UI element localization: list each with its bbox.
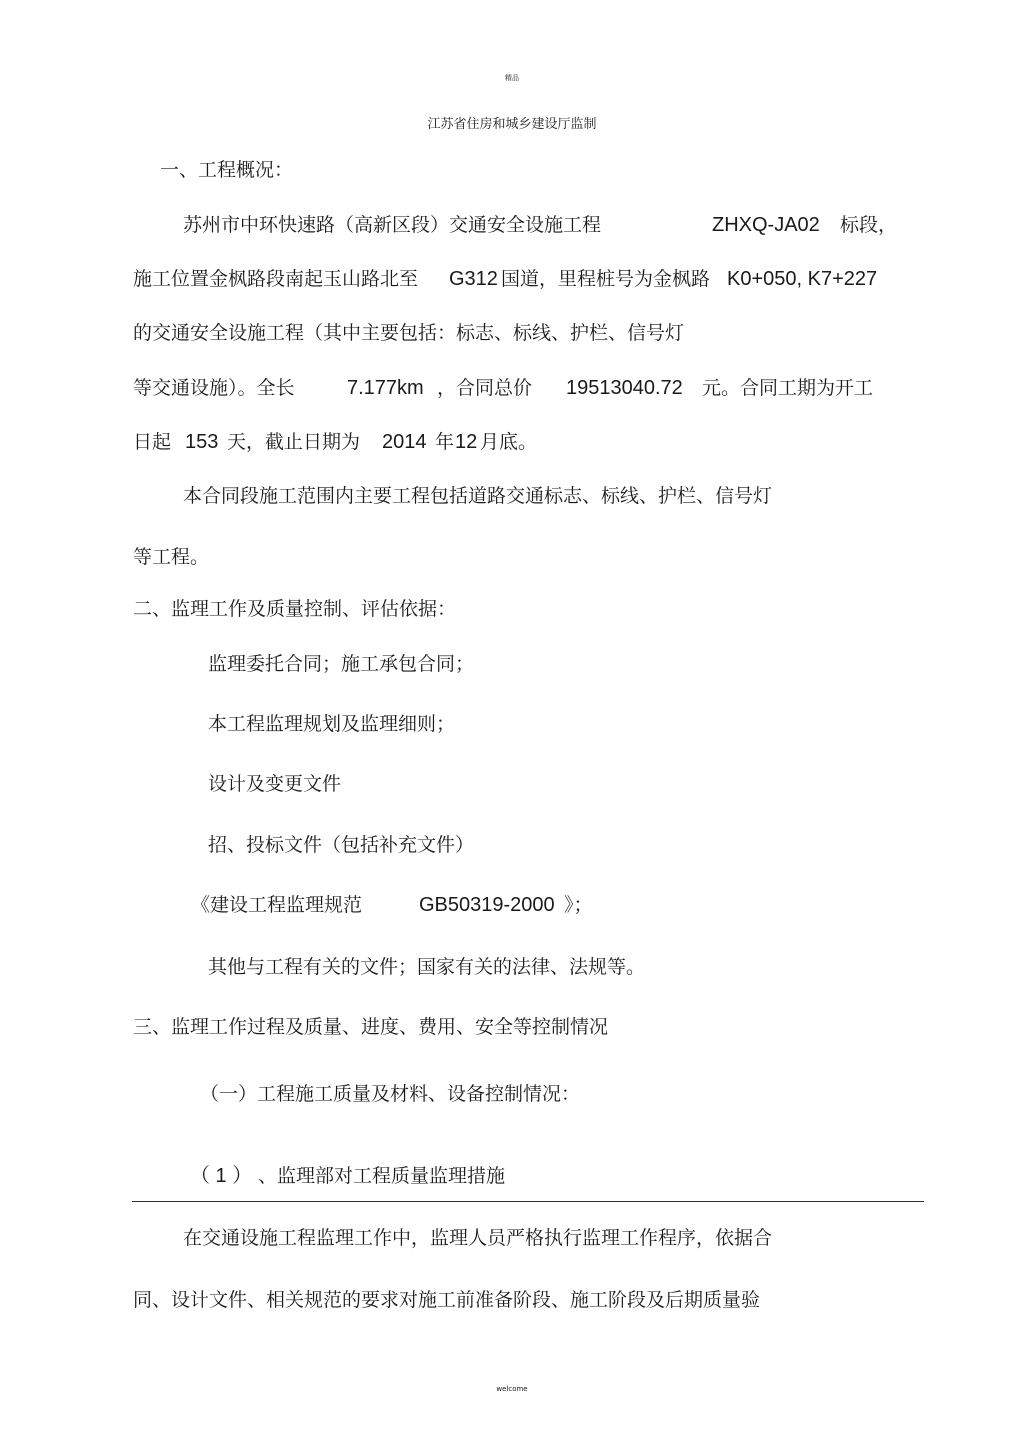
s3-subheading-2-text: 、监理部对工程质量监理措施 <box>258 1165 506 1187</box>
s2-item-3: 设计及变更文件 <box>208 773 342 795</box>
s1-line5-a: 日起 <box>133 431 172 453</box>
s1-line4-text3: 元。合同工期为开工 <box>702 377 874 399</box>
header-mark: 精品 <box>505 74 519 82</box>
section3-heading: 三、监理工作过程及质量、进度、费用、安全等控制情况 <box>133 1016 609 1038</box>
s1-line4-text: 等交通设施）。全长 <box>133 377 295 399</box>
s2-item-last: 其他与工程有关的文件；国家有关的法律、法规等。 <box>208 956 646 978</box>
footer-text: welcome <box>496 1385 528 1393</box>
s1-line5-c: 天，截止日期为 <box>227 431 361 453</box>
s3-subheading-1: （一）工程施工质量及材料、设备控制情况： <box>200 1083 581 1105</box>
s1-line5-year: 2014 <box>382 431 427 453</box>
s1-line1-code: ZHXQ-JA02 <box>712 214 820 236</box>
s1-line2-road: G312 <box>449 268 498 290</box>
s2-std-close: 》； <box>564 894 593 916</box>
s1-line3: 的交通安全设施工程（其中主要包括：标志、标线、护栏、信号灯 <box>133 322 685 344</box>
s1-line2-text: 施工位置金枫路段南起玉山路北至 <box>133 268 419 290</box>
s1-line5-e: 年 <box>435 431 455 453</box>
s1-line4-length: 7.177km <box>347 377 424 399</box>
s2-std-name: 《建设工程监理规范 <box>191 894 363 916</box>
s2-item-2: 本工程监理规划及监理细则； <box>208 713 456 735</box>
s1-line5-days: 153 <box>185 431 219 453</box>
header-title: 江苏省住房和城乡建设厅监制 <box>427 117 597 132</box>
s1-line7: 等工程。 <box>133 546 210 568</box>
section2-heading: 二、监理工作及质量控制、评估依据： <box>133 598 457 620</box>
s1-line4-price: 19513040.72 <box>566 377 683 399</box>
s1-line2-text2: 国道，里程桩号为金枫路 <box>501 268 711 290</box>
s2-item-1: 监理委托合同；施工承包合同； <box>208 653 475 675</box>
s1-line1-text: 苏州市中环快速路（高新区段）交通安全设施工程 <box>183 214 602 236</box>
s1-line5-g: 月底。 <box>480 431 538 453</box>
section1-heading: 一、工程概况： <box>160 159 294 181</box>
s2-item-4: 招、投标文件（包括补充文件） <box>208 834 475 856</box>
s1-line6: 本合同段施工范围内主要工程包括道路交通标志、标线、护栏、信号灯 <box>183 485 773 507</box>
s3-body-line2: 同、设计文件、相关规范的要求对施工前准备阶段、施工阶段及后期质量验 <box>133 1289 761 1311</box>
s1-line5-month: 12 <box>455 431 478 453</box>
s2-std-code: GB50319-2000 <box>419 894 555 916</box>
s3-body-line1: 在交通设施工程监理工作中，监理人员严格执行监理工作程序，依据合 <box>183 1227 773 1249</box>
s3-subheading-2-number: （ 1 ） <box>190 1165 253 1187</box>
s1-line2-chainage: K0+050, K7+227 <box>727 268 878 290</box>
s1-line1-suffix: 标段， <box>840 214 898 236</box>
s1-line4-text2: ，合同总价 <box>437 377 533 399</box>
horizontal-rule <box>132 1201 924 1202</box>
